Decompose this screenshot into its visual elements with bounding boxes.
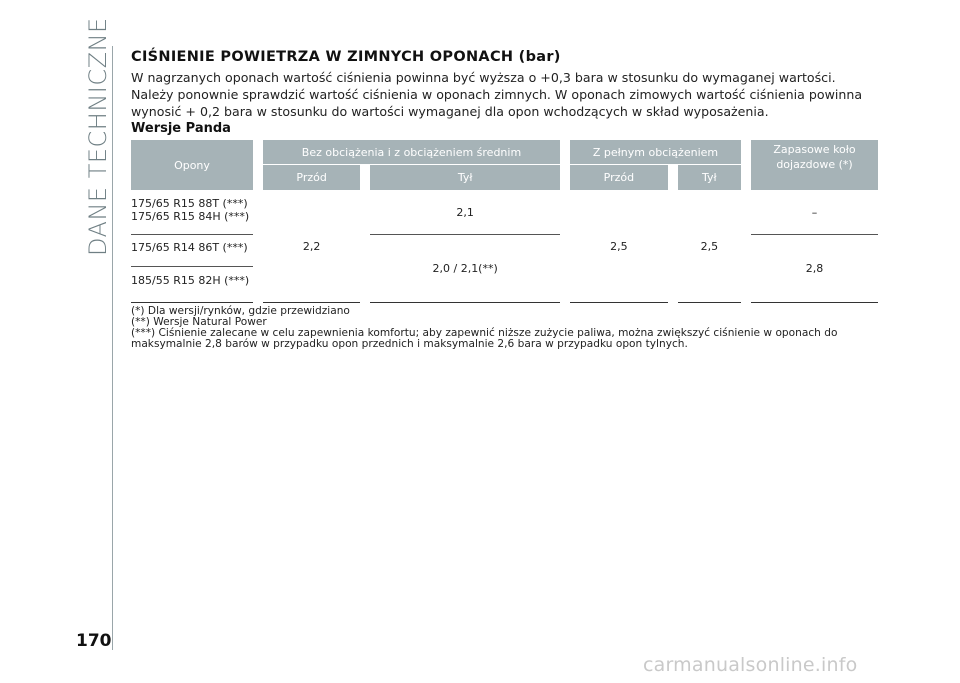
footnote-1: (*) Dla wersji/rynków, gdzie przewidziano <box>131 305 350 317</box>
header-tires: Opony <box>131 140 258 190</box>
rear-average-value-1: 2,1 <box>365 190 565 235</box>
header-front-full: Przód <box>565 165 673 191</box>
tire-size-cell <box>131 267 258 303</box>
tire-size-cell <box>131 235 258 267</box>
front-average-value: 2,2 <box>258 190 365 303</box>
page-number: 170 <box>76 631 112 651</box>
rear-full-value: 2,5 <box>673 190 746 303</box>
page-title: CIŚNIENIE POWIETRZA W ZIMNYCH OPONACH (bar) <box>131 49 561 65</box>
header-group-full: Z pełnym obciążeniem <box>565 140 746 165</box>
header-rear-full: Tył <box>673 165 746 191</box>
intro-paragraph: W nagrzanych oponach wartość ciśnienia powinna być wyższa o +0,3 bara w stosunku do wymaganej wartości. Należy ponownie sprawdzić wartość ciśnienia w oponach zimnych. W oponach zimowych wartość ciśnienia powinna wynosić + 0,2 bara w stosunku do wartości wymaganej dla opon wchodzących w skład wyposażenia. <box>131 70 863 119</box>
spare-value-2: 2,8 <box>746 235 878 303</box>
section-side-tab <box>76 17 112 256</box>
front-full-value: 2,5 <box>565 190 673 303</box>
tire-size-cell <box>131 190 258 235</box>
tire-pressure-table <box>131 140 878 303</box>
header-spare-label: Zapasowe koło dojazdowe (*) <box>773 143 856 171</box>
table-subtitle: Wersje Panda <box>131 121 231 136</box>
watermark: carmanualsonline.info <box>643 654 858 676</box>
header-rear-average: Tył <box>365 165 565 191</box>
spare-value-1: – <box>746 190 878 235</box>
tire-size-r1: 175/65 R15 88T (***) 175/65 R15 84H (***) <box>131 197 250 223</box>
tire-size-r3: 185/55 R15 82H (***) <box>131 274 250 287</box>
rear-average-value-2: 2,0 / 2,1(**) <box>365 235 565 303</box>
footnote-2: (**) Wersje Natural Power <box>131 316 267 328</box>
footnote-3: (***) Ciśnienie zalecane w celu zapewnienia komfortu; aby zapewnić niższe zużycie paliwa, można zwiększyć ciśnienie w oponach do maksymalnie 2,8 barów w przypadku opon przednich i maksymalnie 2,6 bara w przypadku opon tylnych. <box>131 327 838 350</box>
footnotes <box>131 306 878 350</box>
table-row <box>131 190 878 235</box>
page-content <box>131 49 878 350</box>
side-divider <box>112 46 113 650</box>
table-row <box>131 235 878 267</box>
header-spare <box>746 140 878 190</box>
section-side-tab-label: DANE TECHNICZNE <box>84 17 112 256</box>
header-group-average: Bez obciążenia i z obciążeniem średnim <box>258 140 565 165</box>
header-front-average: Przód <box>258 165 365 191</box>
tire-size-r2: 175/65 R14 86T (***) <box>131 241 248 254</box>
